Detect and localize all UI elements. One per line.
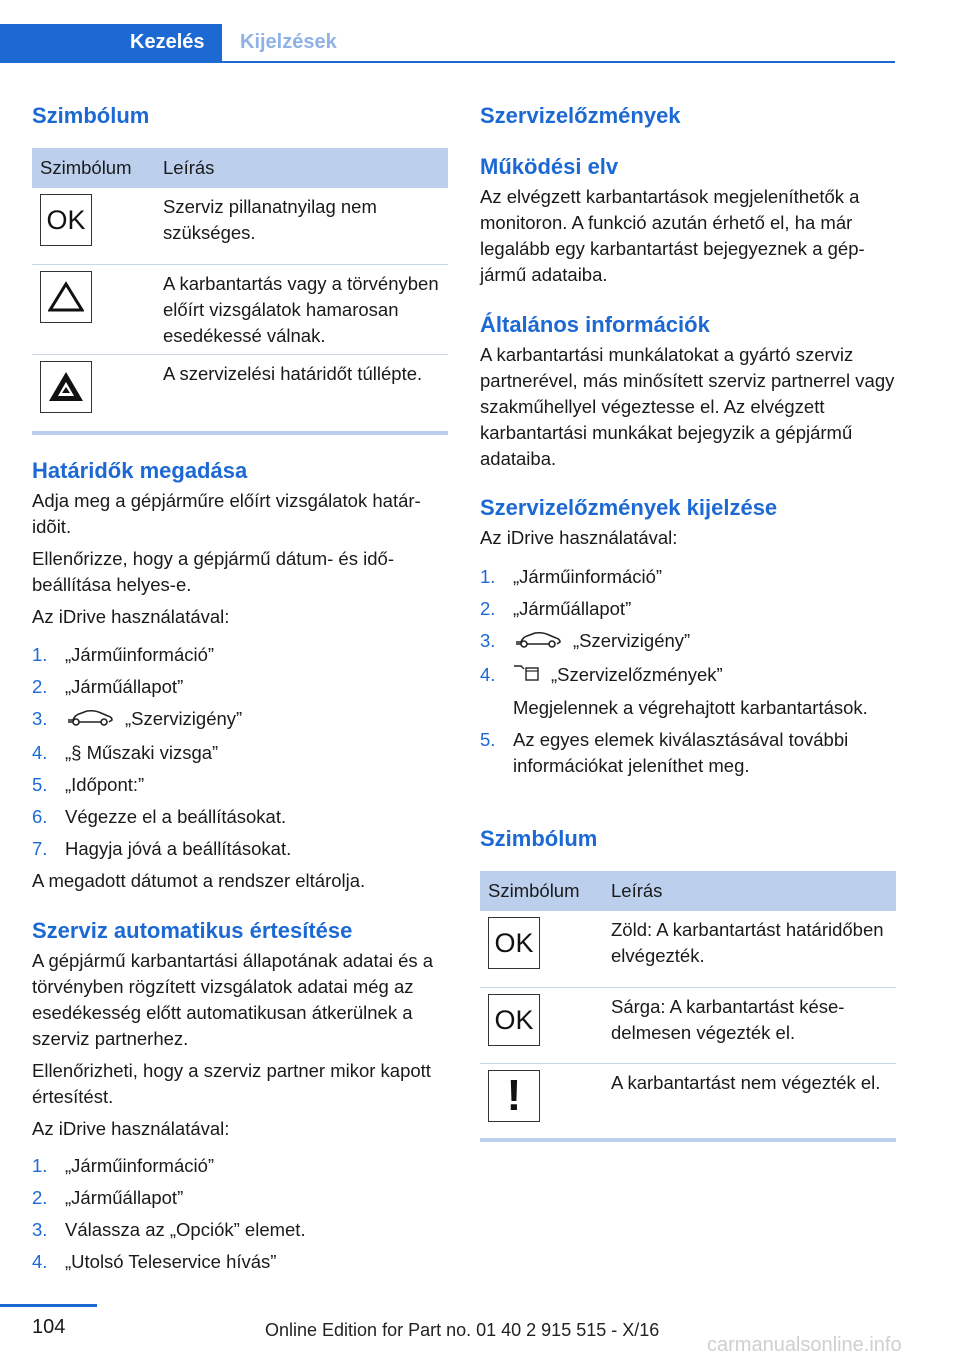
deadlines-steps	[32, 642, 448, 868]
table-row	[32, 354, 448, 430]
general-heading: Általános információk	[480, 312, 710, 337]
list-item: 1. „Járműinformáció”	[480, 566, 663, 587]
page-number: 104	[32, 1316, 66, 1338]
auto-paragraph-3: Az iDrive használatával:	[32, 1118, 230, 1139]
list-item: 5. Az egyes elemek kiválasztásával további információkat jeleníthet meg.	[480, 729, 849, 777]
table-header-symbol: Szimbólum	[480, 871, 603, 911]
left-symbol-table	[32, 148, 448, 430]
table-cell-description: Szerviz pillanatnyilag nem szükséges.	[155, 188, 448, 264]
tab-kezeles[interactable]: Kezelés	[0, 24, 222, 61]
table-cell-description: Zöld: A karbantartást határidőben elvégezték.	[603, 911, 896, 987]
auto-steps	[32, 1153, 448, 1281]
list-item: 1. „Járműinformáció”	[32, 644, 215, 665]
list-item: 3. Válassza az „Opciók” elemet.	[32, 1219, 306, 1240]
tab-underline	[0, 61, 895, 63]
left-table-title: Szimbólum	[32, 103, 150, 128]
deadlines-after-text: A megadott dátumot a rendszer eltárolja.	[32, 870, 366, 891]
table-bottom-rule	[480, 1138, 896, 1142]
list-item: 3. „Szervizigény”	[480, 628, 896, 656]
tab-kijelzesek[interactable]: Kijelzések	[240, 31, 337, 53]
table-header-description: Leírás	[155, 148, 448, 188]
function-heading: Működési elv	[480, 154, 619, 179]
deadlines-paragraph-3: Az iDrive használatával:	[32, 606, 230, 627]
list-item: 2. „Járműállapot”	[32, 1187, 184, 1208]
watermark: carmanualsonline.info	[707, 1334, 902, 1356]
list-item: 1. „Járműinformáció”	[32, 1155, 215, 1176]
list-item: 4. „Szervizelőzmények” Megjelennek a végrehajtott karbantartások.	[480, 662, 896, 722]
function-paragraph: Az elvégzett karbantartások megjeleníthetők a monitoron. A funkció azután érhető el, ha már legalább egy karbantartást bejegyeznek a gépjármű adataiba.	[480, 186, 865, 285]
service-history-icon	[513, 662, 541, 689]
general-paragraph: A karbantartási munkálatokat a gyártó szerviz partnerével, más minősített szerviz partnerrel vagy szakműhellyel végeztesse el. Az elvégzett karbantartási munkákat bejegyzik a gépjármű adataiba.	[480, 344, 895, 469]
display-paragraph: Az iDrive használatával:	[480, 527, 678, 548]
list-item: 2. „Járműállapot”	[480, 598, 632, 619]
exclamation-icon: !	[488, 1070, 540, 1122]
top-tab-bar	[0, 24, 895, 62]
ok-icon: OK	[488, 994, 540, 1046]
auto-heading: Szerviz automatikus értesítése	[32, 918, 353, 943]
table-header-row	[32, 148, 448, 188]
table-cell-description: A karbantartás vagy a törvényben előírt vizsgálatok hamarosan esedékessé válnak.	[155, 264, 448, 354]
display-heading: Szervizelőzmények kijelzése	[480, 495, 778, 520]
table-row	[480, 911, 896, 987]
edition-text: Online Edition for Part no. 01 40 2 915 515 - X/16	[265, 1320, 660, 1340]
list-item: 4. „Utolsó Teleservice hívás”	[32, 1251, 277, 1272]
list-item: 4. „§ Műszaki vizsga”	[32, 741, 219, 763]
deadlines-heading: Határidők megadása	[32, 458, 248, 483]
table-cell-description: Sárga: A karbantartást késedelmesen végezték el.	[603, 987, 896, 1063]
car-icon	[65, 707, 115, 734]
ok-icon: OK	[488, 917, 540, 969]
deadlines-paragraph-2: Ellenőrizze, hogy a gépjármű dátum- és időbeállítása helyes-e.	[32, 548, 394, 595]
deadlines-paragraph-1: Adja meg a gépjárműre előírt vizsgálatok határidõit.	[32, 490, 421, 537]
table-header-symbol: Szimbólum	[32, 148, 155, 188]
footer-rule	[0, 1304, 97, 1307]
list-item-subtext: Megjelennek a végrehajtott karbantartások.	[513, 697, 868, 719]
service-history-heading: Szervizelőzmények	[480, 103, 681, 128]
triangle-outline-icon	[40, 271, 92, 323]
table-row	[480, 987, 896, 1063]
list-item: 2. „Járműállapot”	[32, 676, 184, 697]
car-icon	[513, 629, 563, 656]
table-row	[32, 188, 448, 264]
right-symbol-table	[480, 871, 896, 1139]
auto-paragraph-1: A gépjármű karbantartási állapotának adatai és a törvényben rögzített vizsgálatok adatai még az esedékesség előtt automatikusan átkerülnek a szerviz partnerhez.	[32, 950, 434, 1049]
table-header-description: Leírás	[603, 871, 896, 911]
auto-paragraph-2: Ellenőrizheti, hogy a szerviz partner mikor kapott értesítést.	[32, 1060, 431, 1107]
table-bottom-rule	[32, 431, 448, 435]
list-item: 7. Hagyja jóvá a beállításokat.	[32, 837, 292, 859]
list-item: 3. „Szervizigény”	[32, 706, 448, 734]
table-header-row	[480, 871, 896, 911]
display-steps	[480, 564, 896, 785]
table-cell-description: A szervizelési határidőt túllépte.	[163, 362, 423, 384]
table-row	[480, 1063, 896, 1139]
list-item: 6. Végezze el a beállításokat.	[32, 805, 287, 827]
table-row	[32, 264, 448, 354]
table-cell-description: A karbantartást nem végezték el.	[611, 1071, 881, 1093]
list-item: 5. „Időpont:”	[32, 773, 145, 795]
right-table-title: Szimbólum	[480, 826, 598, 851]
triangle-filled-icon	[40, 361, 92, 413]
ok-icon: OK	[40, 194, 92, 246]
